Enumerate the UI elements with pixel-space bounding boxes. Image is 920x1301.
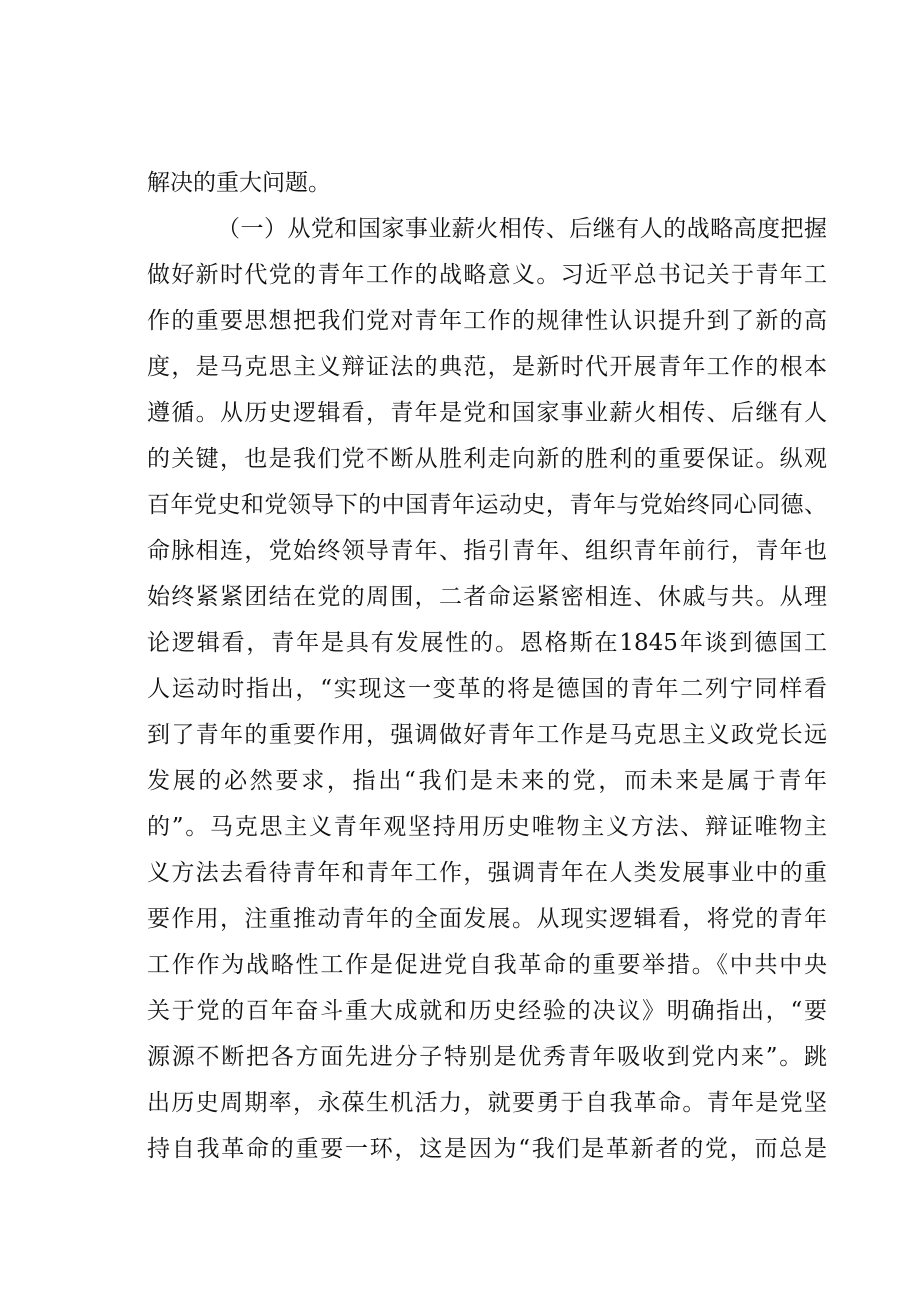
text-line: 关于党的百年奋斗重大成就和历史经验的决议》明确指出，“要 — [147, 998, 827, 1024]
text-line: 人运动时指出，“实现这一变革的将是德国的青年二列宁同样看 — [147, 676, 827, 702]
text-line: 的关键，也是我们党不断从胜利走向新的胜利的重要保证。纵观 — [147, 446, 827, 472]
text-line: 发展的必然要求，指出“我们是未来的党，而未来是属于青年 — [147, 768, 827, 794]
text-line: 的”。马克思主义青年观坚持用历史唯物主义方法、辩证唯物主 — [147, 814, 827, 840]
text-line: 源源不断把各方面先进分子特别是优秀青年吸收到党内来”。跳 — [147, 1044, 827, 1070]
text-line: 遵循。从历史逻辑看，青年是党和国家事业薪火相传、后继有人 — [147, 400, 827, 426]
text-line: 到了青年的重要作用，强调做好青年工作是马克思主义政党长远 — [147, 722, 827, 748]
text-line: 始终紧紧团结在党的周围，二者命运紧密相连、休戚与共。从理 — [147, 584, 827, 610]
text-line: 作的重要思想把我们党对青年工作的规律性认识提升到了新的高 — [147, 308, 827, 334]
text-line: 度，是马克思主义辩证法的典范，是新时代开展青年工作的根本 — [147, 354, 827, 380]
text-line: 出历史周期率，永葆生机活力，就要勇于自我革命。青年是党坚 — [147, 1090, 827, 1116]
text-line: 义方法去看待青年和青年工作，强调青年在人类发展事业中的重 — [147, 860, 827, 886]
text-line: 命脉相连，党始终领导青年、指引青年、组织青年前行，青年也 — [147, 538, 827, 564]
body-text — [147, 160, 827, 1172]
text-line: 要作用，注重推动青年的全面发展。从现实逻辑看，将党的青年 — [147, 906, 827, 932]
text-line: 持自我革命的重要一环，这是因为“我们是革新者的党，而总是 — [147, 1136, 827, 1162]
text-line: （一）从党和国家事业薪火相传、后继有人的战略高度把握 — [217, 216, 827, 242]
text-line: 论逻辑看，青年是具有发展性的。恩格斯在1845年谈到德国工 — [147, 630, 827, 656]
text-line: 工作作为战略性工作是促进党自我革命的重要举措。《中共中央 — [147, 952, 827, 978]
text-line: 解决的重大问题。 — [147, 170, 331, 196]
text-line: 百年党史和党领导下的中国青年运动史，青年与党始终同心同德、 — [147, 492, 827, 518]
text-line: 做好新时代党的青年工作的战略意义。习近平总书记关于青年工 — [147, 262, 827, 288]
